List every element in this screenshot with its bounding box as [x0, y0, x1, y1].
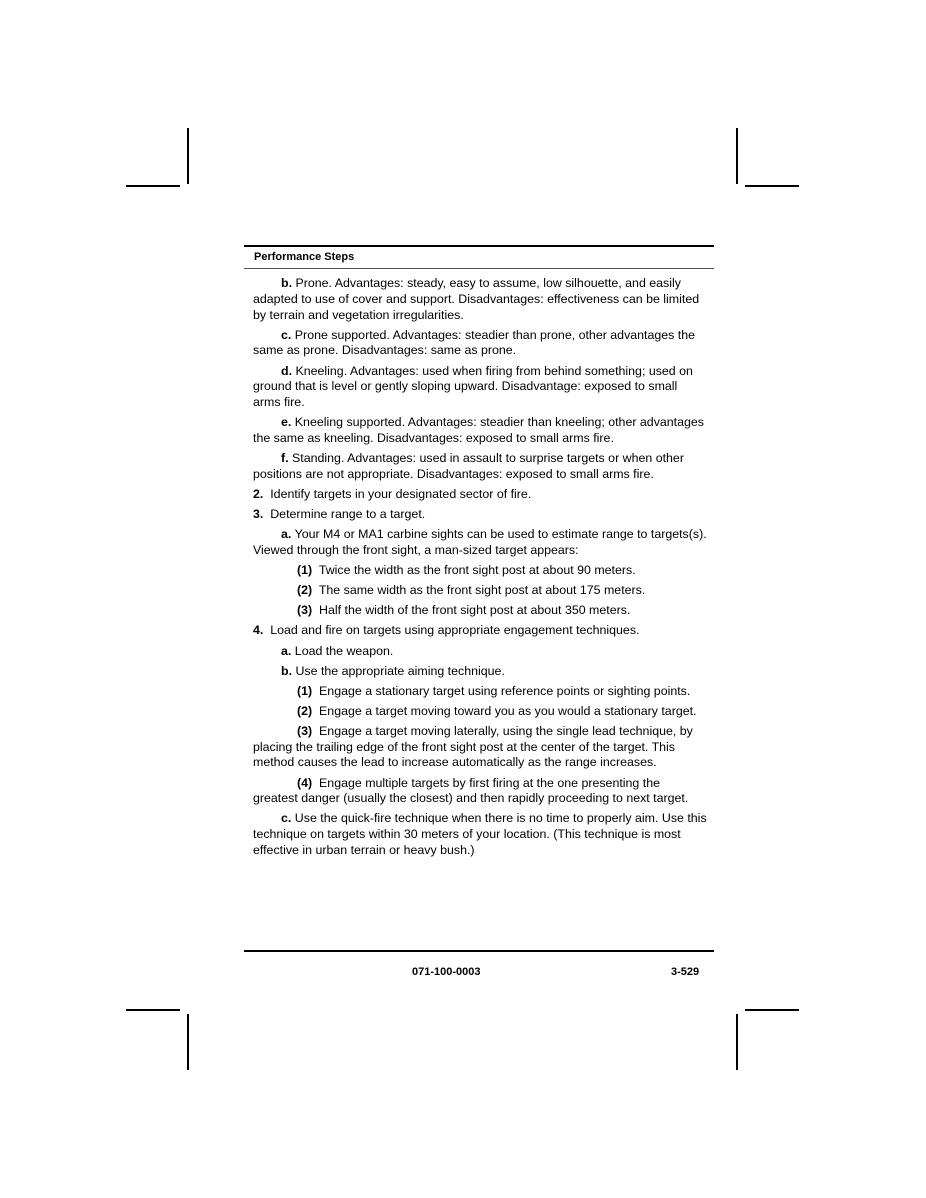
step-1f-standing — [253, 451, 707, 483]
footer-rule — [244, 950, 714, 952]
step-text: Half the width of the front sight post at about 350 meters. — [319, 603, 631, 618]
step-label: a. — [281, 527, 292, 542]
step-label: 4. — [253, 623, 264, 638]
page-number: 3-529 — [671, 966, 700, 978]
step-1d-kneeling — [253, 364, 707, 411]
crop-mark-bottom-right-vertical — [736, 1014, 738, 1070]
step-text: Engage a target moving toward you as you would a stationary target. — [319, 703, 697, 718]
step-text: Identify targets in your designated sector of fire. — [270, 487, 532, 502]
crop-mark-bottom-left-horizontal — [126, 1009, 180, 1011]
step-4a — [253, 644, 707, 660]
step-text: Twice the width as the front sight post at about 90 meters. — [318, 563, 636, 578]
step-2 — [253, 487, 707, 503]
step-label: (3) — [297, 603, 313, 618]
step-text: Use the quick-fire technique when there is no time to properly aim. Use this technique on targets within 30 meters of your location. (This technique is most effective in urban terrain or heavy bush.) — [253, 811, 707, 858]
crop-mark-bottom-left-vertical — [187, 1014, 189, 1070]
section-title: Performance Steps — [254, 251, 355, 263]
step-3a — [253, 527, 707, 559]
step-label: (2) — [297, 583, 313, 598]
header-underline — [244, 268, 714, 269]
step-3a-2 — [253, 583, 707, 599]
step-text: Kneeling. Advantages: used when firing from behind something; used on ground that is level or gently sloping upward. Disadvantage: exposed to small arms fire. — [253, 363, 693, 410]
step-text: Engage a target moving laterally, using the single lead technique, by placing the trailing edge of the front sight post at the center of the target. This method causes the lead to increase automatically as the range increases. — [253, 723, 693, 770]
step-label: (4) — [297, 775, 313, 790]
step-4b-1 — [253, 684, 707, 700]
step-label: a. — [281, 643, 292, 658]
step-1c-prone-supported — [253, 328, 707, 360]
step-label: b. — [281, 276, 293, 290]
step-text: Prone. Advantages: steady, easy to assume, low silhouette, and easily adapted to use of cover and support. Disadvantages: effectiveness can be limited by terrain and vegetation irregularities. — [253, 276, 700, 322]
step-3 — [253, 507, 707, 523]
crop-mark-top-left-horizontal — [126, 185, 180, 187]
step-label: c. — [281, 327, 292, 342]
step-label: d. — [281, 363, 293, 378]
step-4b-2 — [253, 704, 707, 720]
performance-steps-content — [253, 276, 707, 863]
step-1b-prone — [253, 276, 707, 323]
crop-mark-top-left-vertical — [187, 128, 189, 184]
step-text: Your M4 or MA1 carbine sights can be used to estimate range to targets(s). Viewed through the front sight, a man-sized target appears: — [253, 527, 707, 558]
step-4b-3 — [253, 724, 707, 771]
crop-mark-top-right-vertical — [736, 128, 738, 184]
step-text: Prone supported. Advantages: steadier than prone, other advantages the same as prone. Disadvantages: same as prone. — [253, 327, 696, 358]
step-label: (2) — [297, 703, 313, 718]
step-text: Determine range to a target. — [270, 507, 426, 522]
step-text: Kneeling supported. Advantages: steadier than kneeling; other advantages the same as kneeling. Disadvantages: exposed to small arms fire. — [253, 415, 704, 446]
step-4c — [253, 811, 707, 858]
step-1e-kneeling-supported — [253, 415, 707, 447]
step-text: The same width as the front sight post at about 175 meters. — [318, 583, 646, 598]
step-text: Load and fire on targets using appropriate engagement techniques. — [270, 623, 640, 638]
step-label: (3) — [297, 723, 313, 738]
step-label: b. — [281, 663, 293, 678]
step-text: Use the appropriate aiming technique. — [295, 663, 505, 678]
task-number: 071-100-0003 — [412, 966, 481, 978]
step-4b — [253, 664, 707, 680]
step-text: Engage a stationary target using reference points or sighting points. — [319, 683, 691, 698]
step-4b-4 — [253, 776, 707, 808]
header-rule — [244, 245, 714, 247]
step-3a-3 — [253, 603, 707, 619]
step-label: f. — [281, 451, 289, 466]
step-label: (1) — [297, 563, 313, 578]
step-label: c. — [281, 811, 292, 826]
step-3a-1 — [253, 563, 707, 579]
step-label: (1) — [297, 683, 313, 698]
step-4 — [253, 623, 707, 639]
crop-mark-top-right-horizontal — [745, 185, 799, 187]
step-text: Standing. Advantages: used in assault to surprise targets or when other positions are not appropriate. Disadvantages: exposed to small arms fire. — [253, 451, 684, 481]
step-label: e. — [281, 415, 292, 430]
step-text: Engage multiple targets by first firing at the one presenting the greatest danger (usually the closest) and then rapidly proceeding to next target. — [253, 775, 689, 806]
step-text: Load the weapon. — [294, 643, 394, 658]
crop-mark-bottom-right-horizontal — [745, 1009, 799, 1011]
step-label: 2. — [253, 487, 264, 502]
step-label: 3. — [253, 507, 264, 522]
